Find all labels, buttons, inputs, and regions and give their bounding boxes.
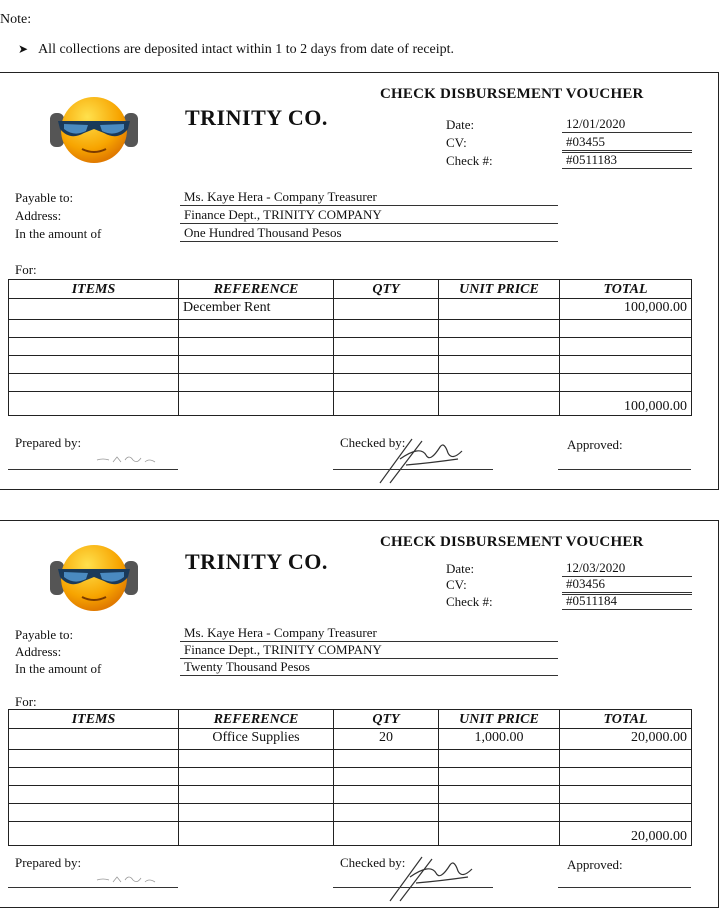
table-header-row xyxy=(9,710,692,729)
table-row xyxy=(9,356,692,374)
grand-total: 20,000.00 xyxy=(560,822,692,846)
date-label: Date: xyxy=(446,561,475,576)
checked-by-line xyxy=(333,469,493,470)
cell-items xyxy=(9,729,179,750)
header-qty: QTY xyxy=(334,710,439,729)
voucher-title: CHECK DISBURSEMENT VOUCHER xyxy=(380,86,644,102)
cv-label: CV: xyxy=(446,577,467,592)
prepared-by-line xyxy=(8,469,178,470)
header-total: TOTAL xyxy=(560,280,692,299)
header-qty: QTY xyxy=(334,280,439,299)
note-label: Note: xyxy=(0,12,32,27)
table-row xyxy=(9,299,692,320)
cell-unit-price xyxy=(439,299,560,320)
table-row xyxy=(9,750,692,768)
header-unit-price: UNIT PRICE xyxy=(439,710,560,729)
cell-reference: Office Supplies xyxy=(179,729,334,750)
table-row xyxy=(9,768,692,786)
payable-value: Ms. Kaye Hera - Company Treasurer xyxy=(180,189,558,206)
address-label: Address: xyxy=(15,208,62,223)
check-value: #0511184 xyxy=(562,593,692,610)
header-total: TOTAL xyxy=(560,710,692,729)
checked-by-line xyxy=(333,887,493,888)
voucher-title: CHECK DISBURSEMENT VOUCHER xyxy=(380,534,644,550)
note-item xyxy=(18,42,454,58)
grand-total: 100,000.00 xyxy=(560,392,692,416)
date-value: 12/03/2020 xyxy=(562,560,692,577)
table-total-row xyxy=(9,392,692,416)
amount-value: One Hundred Thousand Pesos xyxy=(180,225,558,242)
amount-value: Twenty Thousand Pesos xyxy=(180,659,558,676)
cv-value: #03456 xyxy=(562,576,692,595)
checked-signature-icon xyxy=(370,435,470,487)
date-label: Date: xyxy=(446,117,475,132)
items-table xyxy=(8,279,692,416)
prepared-by-label: Prepared by: xyxy=(15,435,82,450)
items-table xyxy=(8,709,692,846)
check-label: Check #: xyxy=(446,594,493,609)
note-text: All collections are deposited intact within 1 to 2 days from date of receipt. xyxy=(38,42,455,57)
payable-value: Ms. Kaye Hera - Company Treasurer xyxy=(180,625,558,642)
header-unit-price: UNIT PRICE xyxy=(439,280,560,299)
header-items: ITEMS xyxy=(9,710,179,729)
amount-label: In the amount of xyxy=(15,661,102,676)
approved-label: Approved: xyxy=(567,437,623,452)
checked-by-label: Checked by: xyxy=(340,855,406,870)
table-row xyxy=(9,804,692,822)
for-label: For: xyxy=(15,262,37,277)
table-header-row xyxy=(9,280,692,299)
approved-label: Approved: xyxy=(567,857,623,872)
table-row xyxy=(9,786,692,804)
cell-qty xyxy=(334,299,439,320)
checked-signature-icon xyxy=(380,853,480,905)
company-name: TRINITY CO. xyxy=(185,549,328,574)
header-reference: REFERENCE xyxy=(179,280,334,299)
cv-value: #03455 xyxy=(562,134,692,153)
header-reference: REFERENCE xyxy=(179,710,334,729)
check-label: Check #: xyxy=(446,153,493,168)
cell-qty: 20 xyxy=(334,729,439,750)
address-label: Address: xyxy=(15,644,62,659)
payable-label: Payable to: xyxy=(15,627,74,642)
cell-total: 100,000.00 xyxy=(560,299,692,320)
voucher-1 xyxy=(0,72,719,490)
table-row xyxy=(9,374,692,392)
company-name: TRINITY CO. xyxy=(185,105,328,130)
table-total-row xyxy=(9,822,692,846)
check-value: #0511183 xyxy=(562,152,692,169)
table-row xyxy=(9,338,692,356)
arrow-bullet-icon: ➤ xyxy=(18,42,29,56)
voucher-2 xyxy=(0,520,719,908)
prepared-by-label: Prepared by: xyxy=(15,855,82,870)
cv-label: CV: xyxy=(446,135,467,150)
header-items: ITEMS xyxy=(9,280,179,299)
table-row xyxy=(9,729,692,750)
cell-reference: December Rent xyxy=(179,299,334,320)
prepared-signature-icon xyxy=(95,448,165,470)
prepared-by-line xyxy=(8,887,178,888)
amount-label: In the amount of xyxy=(15,226,102,241)
approved-line xyxy=(558,887,691,888)
for-label: For: xyxy=(15,694,37,709)
sunglasses-emoji-logo-icon xyxy=(48,95,140,165)
cell-items xyxy=(9,299,179,320)
checked-by-label: Checked by: xyxy=(340,435,406,450)
payable-label: Payable to: xyxy=(15,190,74,205)
table-row xyxy=(9,320,692,338)
cell-total: 20,000.00 xyxy=(560,729,692,750)
cell-unit-price: 1,000.00 xyxy=(439,729,560,750)
date-value: 12/01/2020 xyxy=(562,116,692,133)
address-value: Finance Dept., TRINITY COMPANY xyxy=(180,642,558,659)
address-value: Finance Dept., TRINITY COMPANY xyxy=(180,207,558,224)
sunglasses-emoji-logo-icon xyxy=(48,543,140,613)
approved-line xyxy=(558,469,691,470)
